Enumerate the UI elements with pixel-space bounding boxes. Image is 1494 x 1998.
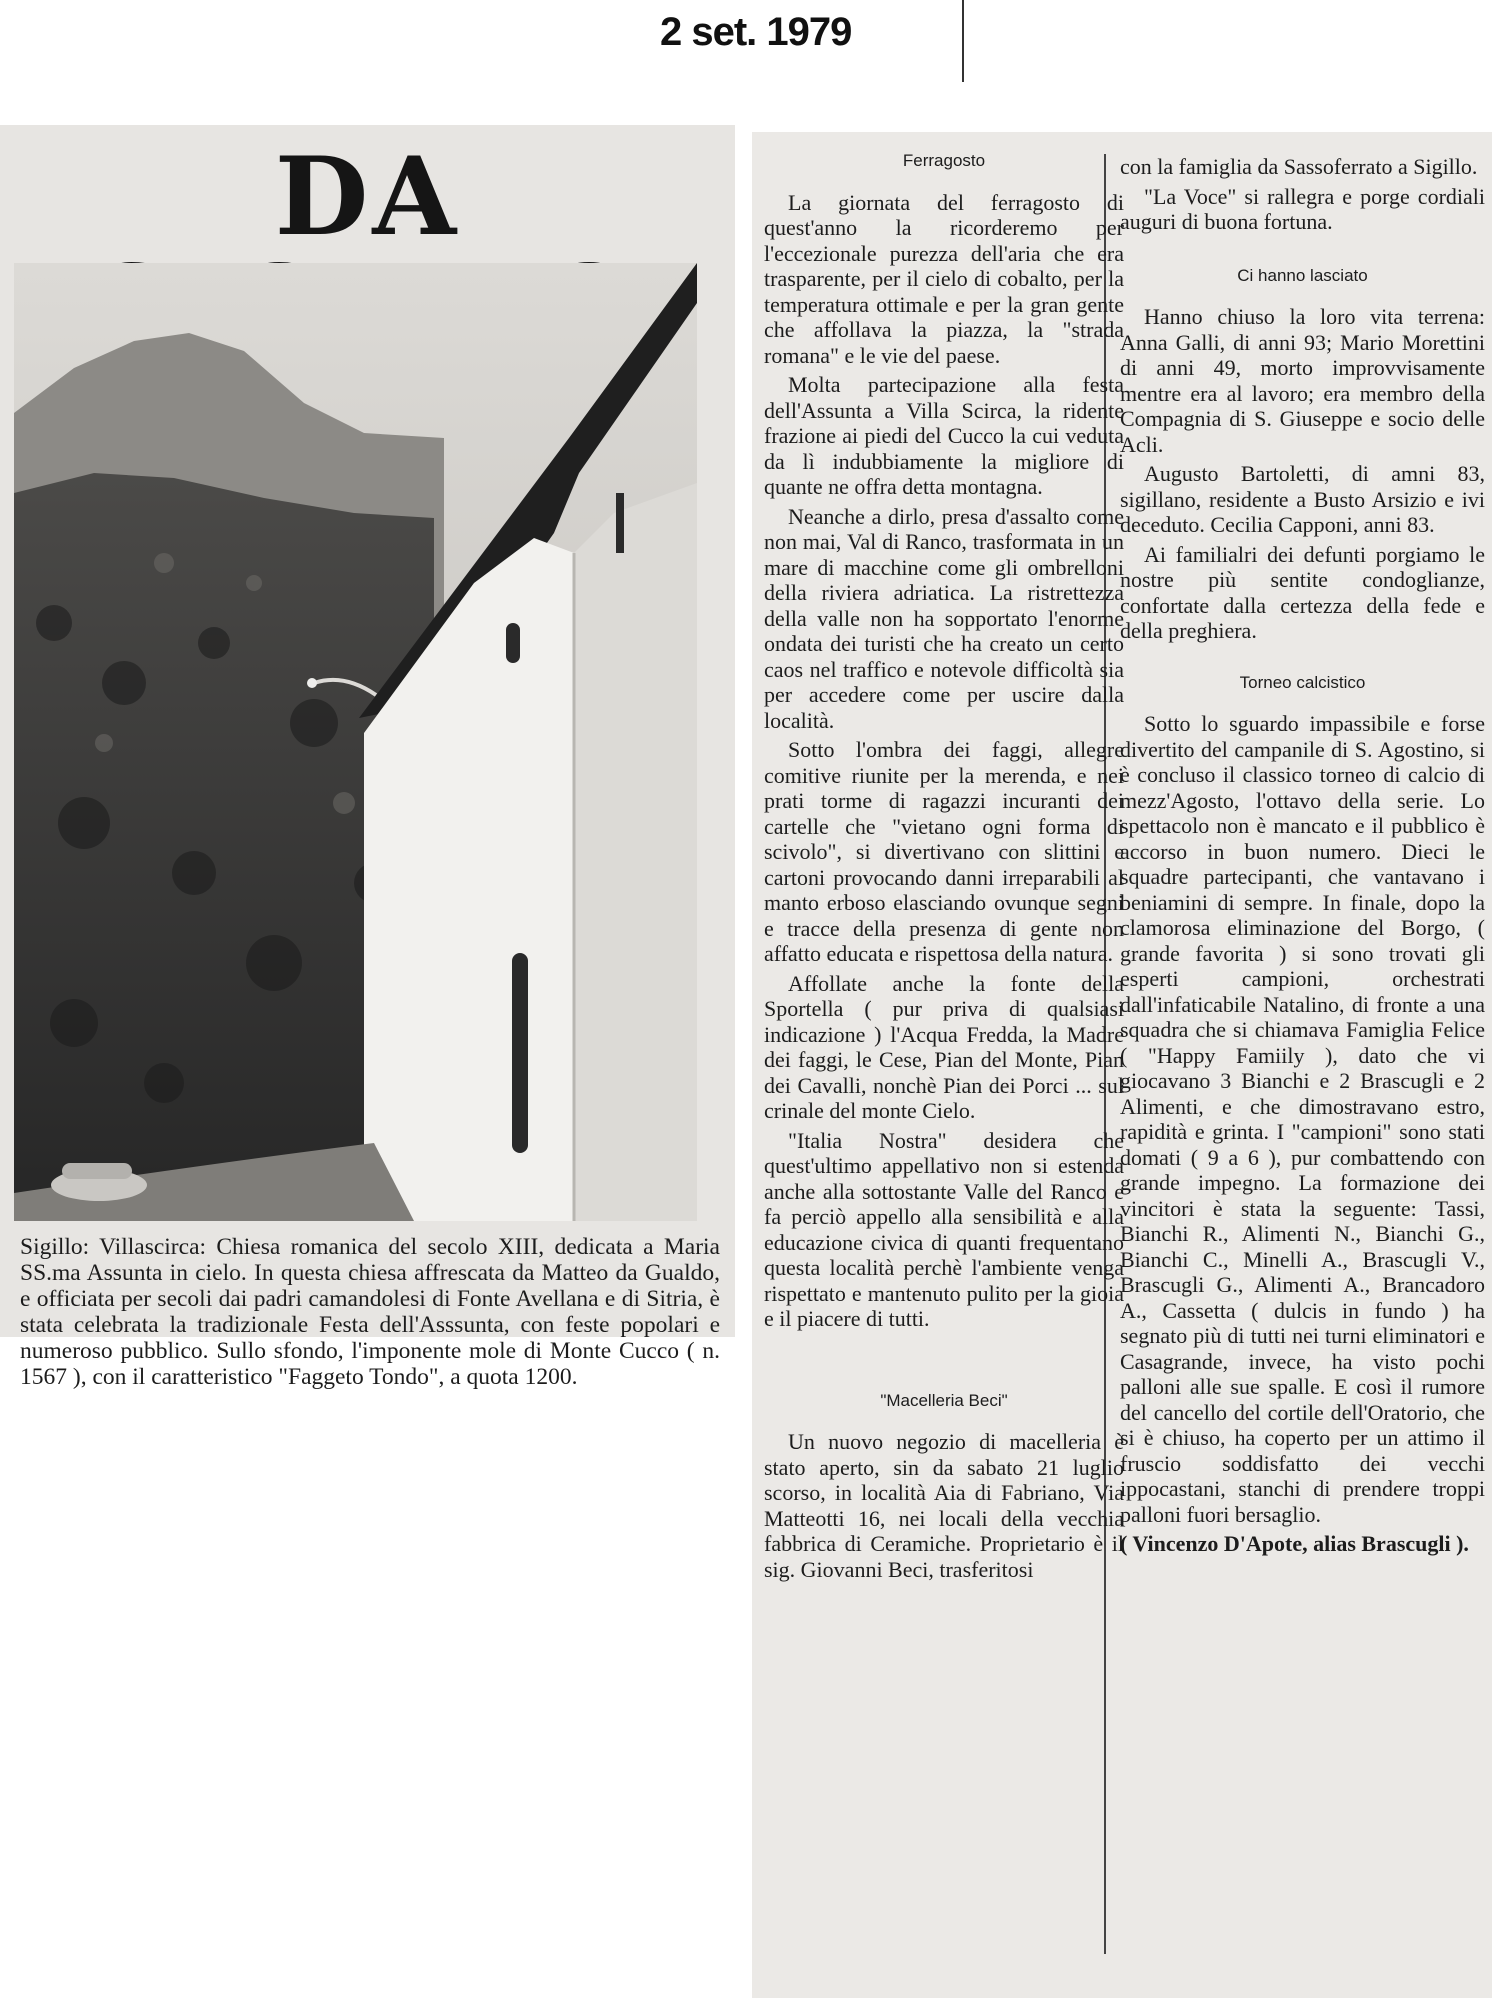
right-clipping [752, 132, 1492, 1998]
caption-text: Sigillo: Villascirca: Chiesa romanica del secolo XIII, dedicata a Maria SS.ma Assunta in cielo. In questa chiesa affrescata da Matteo da Gualdo, e officiata per secoli dai padri camandolesi di Fonte Avellana e di Sitria, è stata celebrata la tradizionale Festa dell'Asssunta, con feste popolari e numeroso pubblico. Sullo sfondo, l'imponente mole di Monte Cucco ( n. 1567 ), con il caratteristico "Faggeto Tondo", a quota 1200. [20, 1234, 720, 1390]
article-column-1 [764, 132, 1124, 1586]
paragraph: Sotto l'ombra dei faggi, allegre comitive riunite per la merenda, e nei prati torme di ragazzi incuranti dei cartelle che "vietano ogni forma di scivolo", si divertivano con slittini e cartoni provocando danni irreparabili al manto erboso elasciando ovunque segni e tracce della presenza di gente non affatto educata e rispettosa della natura. [764, 737, 1124, 966]
signature: ( Vincenzo D'Apote, alias Brascugli ). [1120, 1531, 1469, 1556]
stamp-divider [962, 0, 964, 82]
headline: DA [274, 134, 461, 260]
section-heading-ci-hanno-lasciato: Ci hanno lasciato [1237, 265, 1368, 285]
paragraph: Affollate anche la fonte della Sportella ( pur priva di qualsiasi indicazione ) l'Acqua Fredda, la Madre dei faggi, le Cese, Pian del Monte, Pian dei Cavalli, nonchè Pian dei Porci ... sul crinale del monte Cielo. [764, 970, 1124, 1123]
church-photo [14, 263, 697, 1221]
paragraph: Ai familialri dei defunti porgiamo le nostre più sentite condoglianze, confortate dalla certezza della fede e della preghiera. [1120, 541, 1485, 643]
paragraph: La giornata del ferragosto di quest'anno la ricorderemo per l'eccezionale purezza dell'aria che era trasparente, per il cielo di cobalto, per la temperatura ottimale e per la gran gente che affollava la piazza, la "strada romana" e le vie del paese. [764, 189, 1124, 368]
paragraph: con la famiglia da Sassoferrato a Sigillo. [1120, 154, 1478, 179]
section-heading-ferragosto: Ferragosto [902, 151, 986, 170]
paragraph: "La Voce" si rallegra e porge cordiali auguri di buona fortuna. [1120, 183, 1485, 234]
paragraph: Augusto Bartoletti, di amni 83, sigillano, residente a Busto Arsizio e ivi deceduto. Cecilia Capponi, anni 83. [1120, 461, 1485, 537]
paragraph: "Italia Nostra" desidera che quest'ultimo appellativo non si estenda anche alla sottostante Valle del Ranco e fa perciò appello alla sensibilità e alla educazione civica di quanti frequentano questa località perchè l'ambiente venga rispettato e mantenuto pulito per la gioia e il piacere di tutti. [764, 1127, 1124, 1331]
photo-caption [20, 1234, 720, 1390]
paragraph: Molta partecipazione alla festa dell'Assunta a Villa Scirca, la ridente frazione ai piedi del Cucco la cui veduta da lì indubbiamente la migliore di quante ne offra detta montagna. [764, 372, 1124, 499]
paragraph: Un nuovo negozio di macelleria è stato aperto, sin da sabato 21 luglio scorso, in località Aia di Fabriano, Via Matteotti 16, nei locali della vecchia fabbrica di Ceramiche. Proprietario è il sig. Giovanni Beci, trasferitosi [764, 1429, 1124, 1582]
left-clipping [0, 125, 735, 1390]
paragraph: Neanche a dirlo, presa d'assalto come non mai, Val di Ranco, trasformata in un mare di macchine come gli ombrelloni della riviera adriatica. La ristrettezza della valle non ha sopportato l'enorme ondata dei turisti che ha creato un certo caos nel traffico e notevole difficoltà sia per accedere come per uscire dalla località. [764, 503, 1124, 733]
section-heading-torneo: Torneo calcistico [1239, 672, 1366, 692]
paragraph: Sotto lo sguardo impassibile e forse divertito del campanile di S. Agostino, si è concluso il classico torneo di calcio di mezz'Agosto, l'ottavo della serie. Lo spettacolo non è mancato e il pubblico è accorso in buon numero. Dieci le squadre partecipanti, che vantavano i beniamini di sempre. In finale, dopo la clamorosa eliminazione del Borgo, ( grande favorita ) si sono trovati gli esperti campioni, orchestrati dall'infaticabile Natalino, di fronte a una squadra che si chiamava Famiglia Felice ( "Happy Famiily ), dato che vi giocavano 3 Bianchi e 2 Brascugli e 2 Alimenti, e che dimostravano estro, rapidità e grinta. I "campioni" sono stati domati ( 9 a 6 ), pur combattendo con grande impegno. La formazione dei vincitori è stata la seguente: Tassi, Bianchi R., Alimenti N., Bianchi G., Bianchi C., Minelli A., Brascugli V., Brascugli G., Alimenti A., Brancadoro A., Cassetta ( dulcis in fundo ) ha segnato più di tutti nei turni eliminatori e Casagrande, invece, ha visto pochi palloni alle sue spalle. E così il rumore del cancello del cortile dell'Oratorio, che si è chiuso, ha coperto per un attimo il fruscio soddisfatto dei vecchi ippocastani, stanchi di prendere troppi palloni fuori bersaglio. [1120, 711, 1485, 1527]
article-column-2 [1120, 132, 1485, 1561]
section-heading-macelleria: "Macelleria Beci" [880, 1390, 1008, 1410]
paragraph: Hanno chiuso la loro vita terrena: Anna Galli, di anni 93; Mario Morettini di anni 49, morto improvvisamente mentre era al lavoro; era membro della Compagnia di S. Giuseppe e socio delle Acli. [1120, 304, 1485, 457]
date-stamp: 2 set. 1979 [660, 10, 852, 54]
